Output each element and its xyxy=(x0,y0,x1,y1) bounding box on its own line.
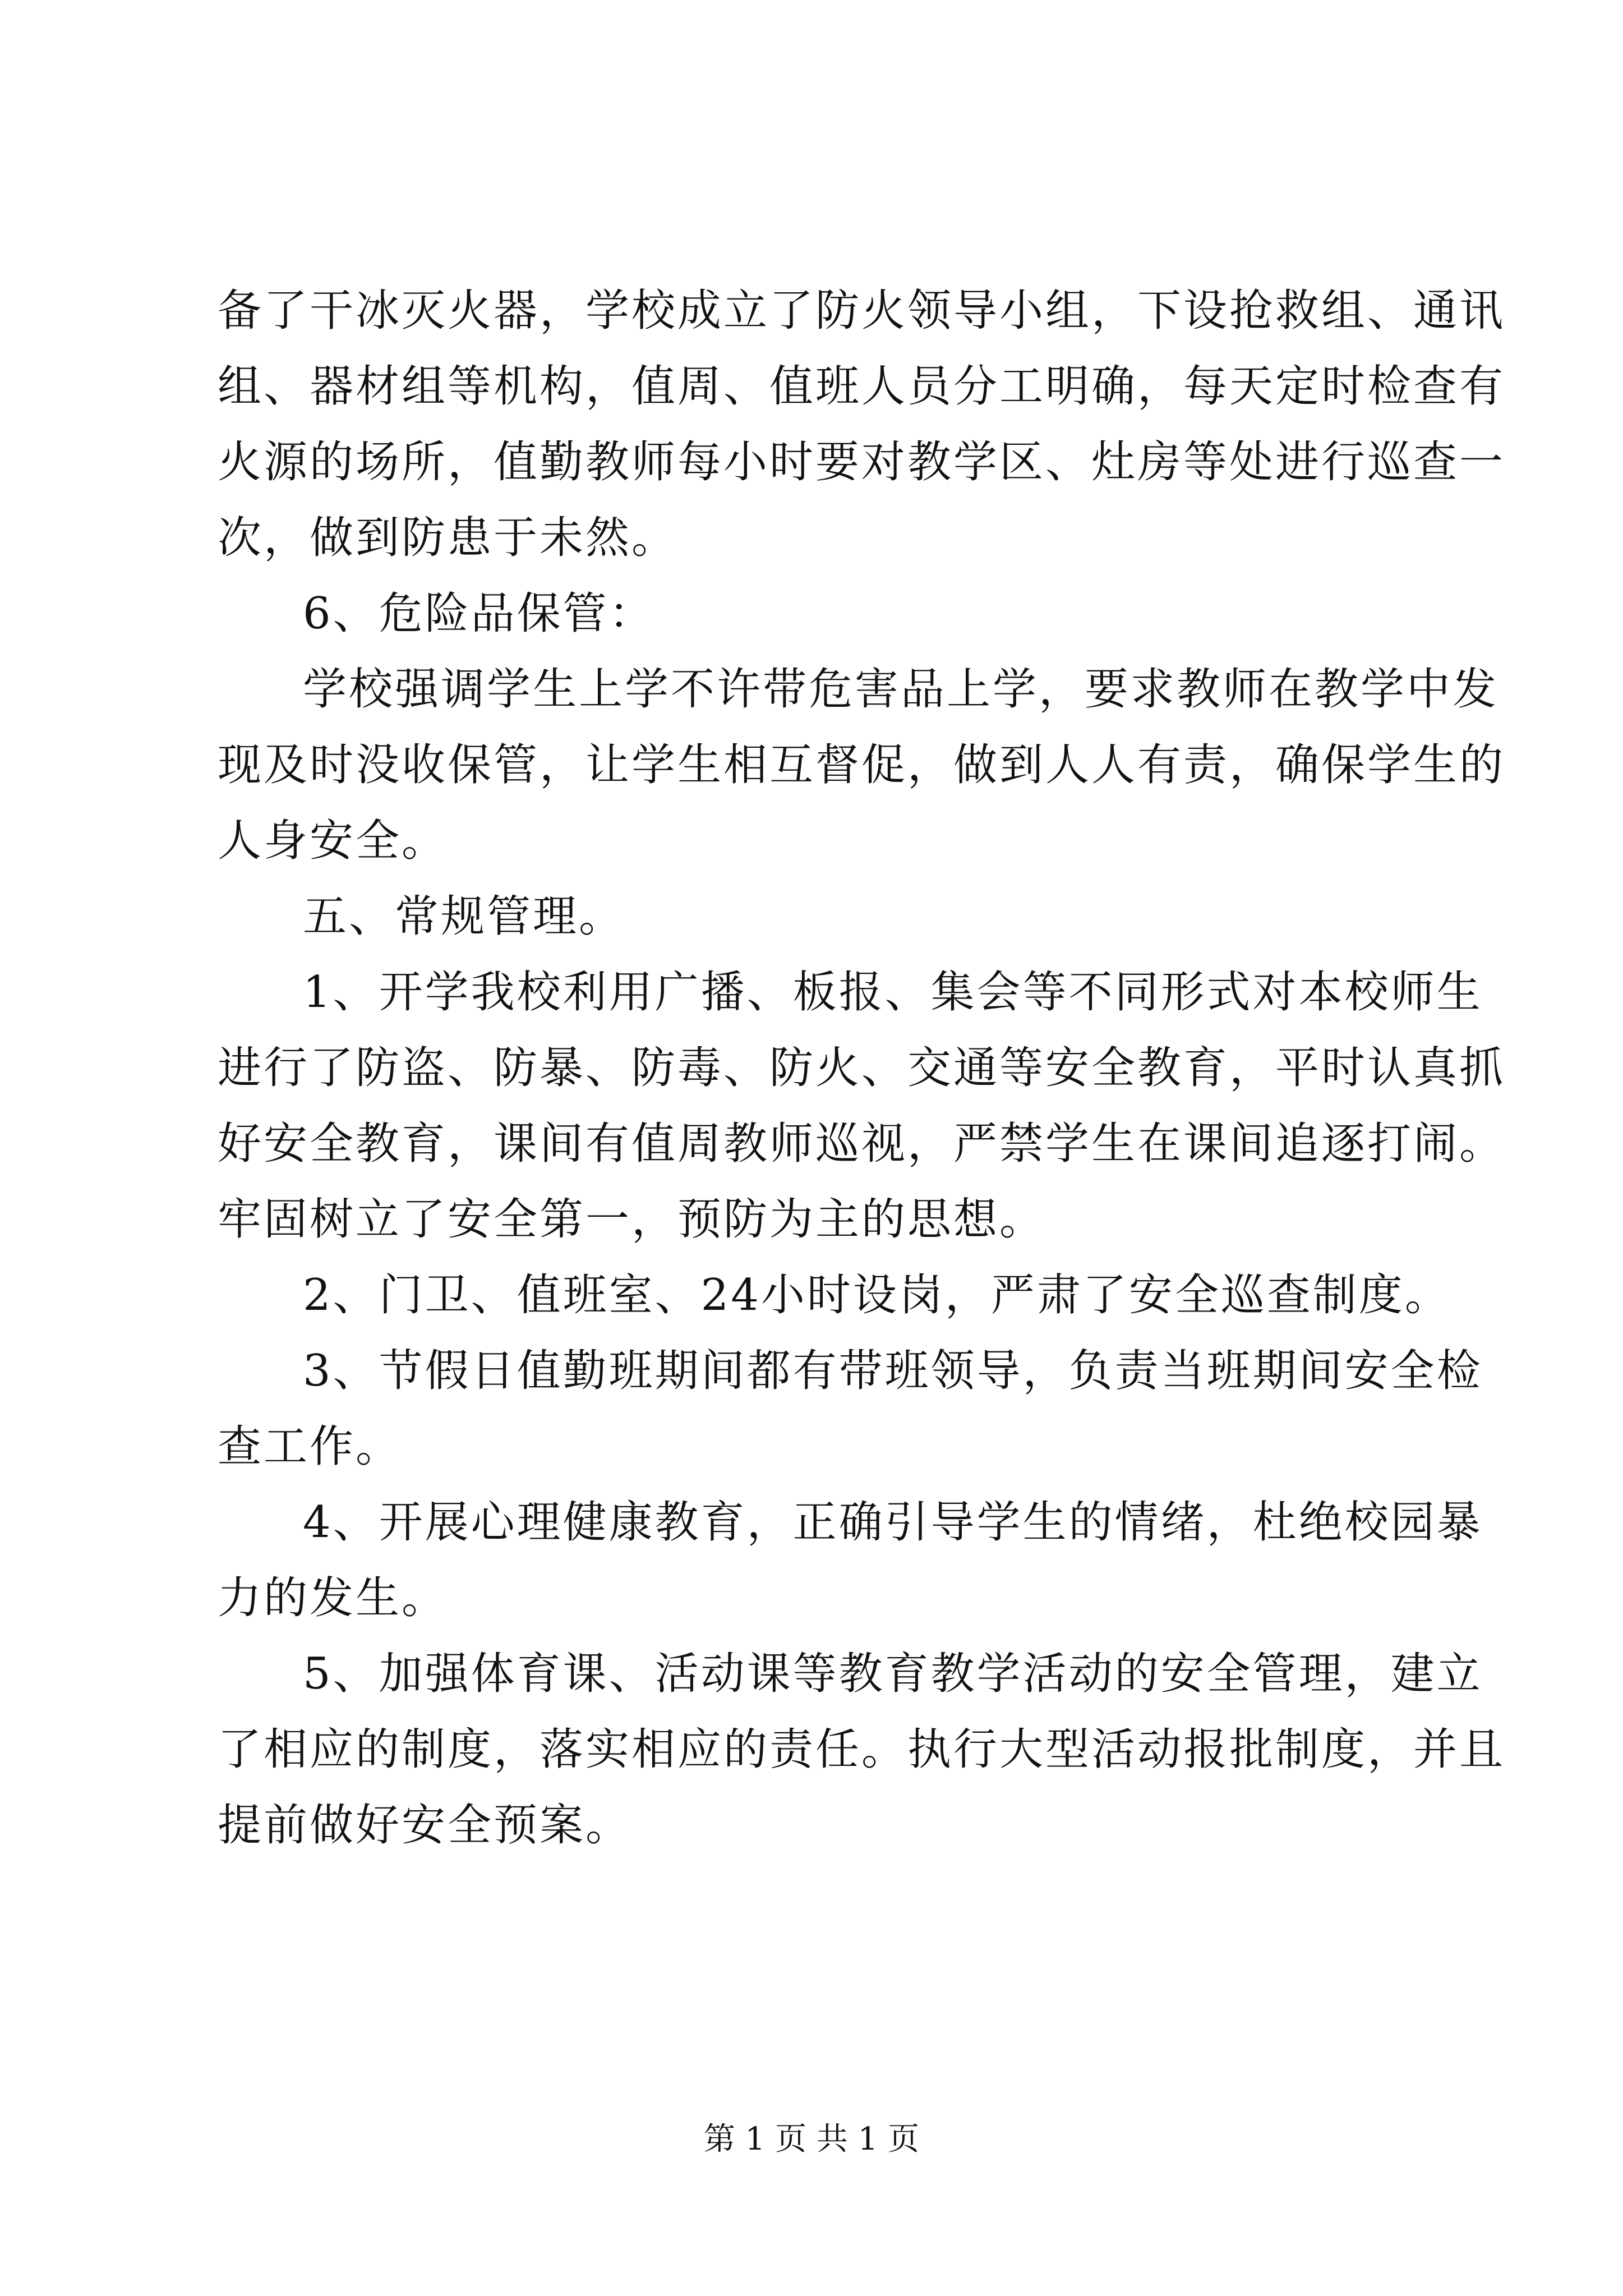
text-line: 次，做到防患于未然。 xyxy=(218,513,678,563)
text-line: 力的发生。 xyxy=(218,1573,448,1623)
text-line: 好安全教育，课间有值周教师巡视，严禁学生在课间追逐打闹。 xyxy=(218,1119,1506,1169)
text-line: 牢固树立了安全第一，预防为主的思想。 xyxy=(218,1194,1046,1245)
text-line: 提前做好安全预案。 xyxy=(218,1800,632,1851)
section-heading: 6、危险品保管： xyxy=(303,588,655,639)
text-line: 学校强调学生上学不许带危害品上学，要求教师在教学中发 xyxy=(303,664,1499,715)
text-line: 4、开展心理健康教育，正确引导学生的情绪，杜绝校园暴 xyxy=(303,1497,1483,1548)
text-line: 进行了防盗、防暴、防毒、防火、交通等安全教育，平时认真抓 xyxy=(218,1043,1506,1093)
text-line: 查工作。 xyxy=(218,1421,402,1472)
text-line: 1、开学我校利用广播、板报、集会等不同形式对本校师生 xyxy=(303,967,1483,1018)
text-line: 2、门卫、值班室、24小时设岗，严肃了安全巡查制度。 xyxy=(303,1270,1451,1320)
page-footer: 第 1 页 共 1 页 xyxy=(703,2121,920,2157)
section-heading: 五、常规管理。 xyxy=(303,891,625,942)
text-line: 人身安全。 xyxy=(218,816,448,866)
text-line: 3、节假日值勤班期间都有带班领导，负责当班期间安全检 xyxy=(303,1346,1483,1396)
text-line: 现及时没收保管，让学生相互督促，做到人人有责，确保学生的 xyxy=(218,740,1506,790)
text-line: 了相应的制度，落实相应的责任。执行大型活动报批制度，并且 xyxy=(218,1724,1506,1775)
text-line: 火源的场所，值勤教师每小时要对教学区、灶房等处进行巡查一 xyxy=(218,437,1506,487)
text-line: 组、器材组等机构，值周、值班人员分工明确，每天定时检查有 xyxy=(218,361,1506,412)
text-line: 备了干冰灭火器，学校成立了防火领导小组，下设抢救组、通讯 xyxy=(218,286,1506,336)
text-line: 5、加强体育课、活动课等教育教学活动的安全管理，建立 xyxy=(303,1649,1483,1699)
